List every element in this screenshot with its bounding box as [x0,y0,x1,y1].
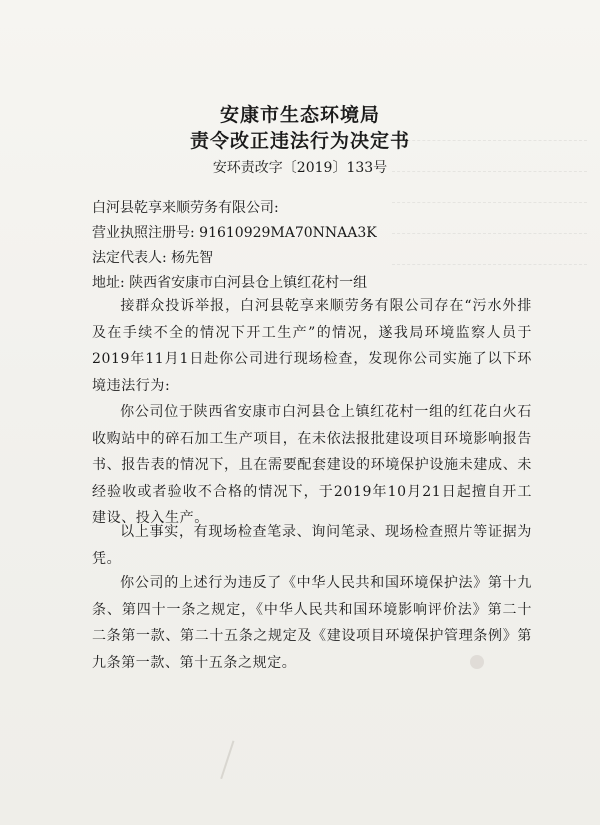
recipient-company: 白河县乾享来顺劳务有限公司: [92,200,279,216]
legal-representative: 法定代表人: 杨先智 [92,250,214,266]
document-title: 责令改正违法行为决定书 [189,130,410,152]
business-license: 营业执照注册号: 91610929MA70NNAA3K [92,225,377,241]
paragraph-evidence-text: 以上事实，有现场检查笔录、询问笔录、现场检查照片等证据为凭。 [92,524,532,567]
paragraph-violation-text: 你公司位于陕西省安康市白河县仓上镇红花村一组的红花白火石收购站中的碎石加工生产项目，在未依法报批建设项目环境影响报告书、报告表的情况下，且在需要配套建设的环境保护设施未建成、未经验收或者验收不合格的情况下，于2019年10月21日起擅自开工建设、投入生产。 [92,404,532,526]
paragraph-violation [92,399,532,532]
document-number: 安环责改字〔2019〕133号 [212,160,388,176]
ink-mark [470,655,484,669]
document-title-agency: 安康市生态环境局 [219,104,380,126]
paragraph-complaint [92,293,532,399]
company-address: 地址: 陕西省安康市白河县仓上镇红花村一组 [92,275,368,291]
pen-mark [220,741,248,784]
paragraph-complaint-text: 接群众投诉举报，白河县乾享来顺劳务有限公司存在“污水外排及在手续不全的情况下开工生产”的情况，遂我局环境监察人员于2019年11月1日赴你公司进行现场检查，发现你公司实施了以下环境违法行为: [92,298,532,394]
paragraph-evidence [92,519,532,572]
paragraph-legal-basis-text: 你公司的上述行为违反了《中华人民共和国环境保护法》第十九条、第四十一条之规定，《中华人民共和国环境影响评价法》第二十二条第一款、第二十五条之规定及《建设项目环境保护管理条例》第九条第一款、第十五条之规定。 [92,575,532,671]
paragraph-legal-basis [92,570,532,676]
